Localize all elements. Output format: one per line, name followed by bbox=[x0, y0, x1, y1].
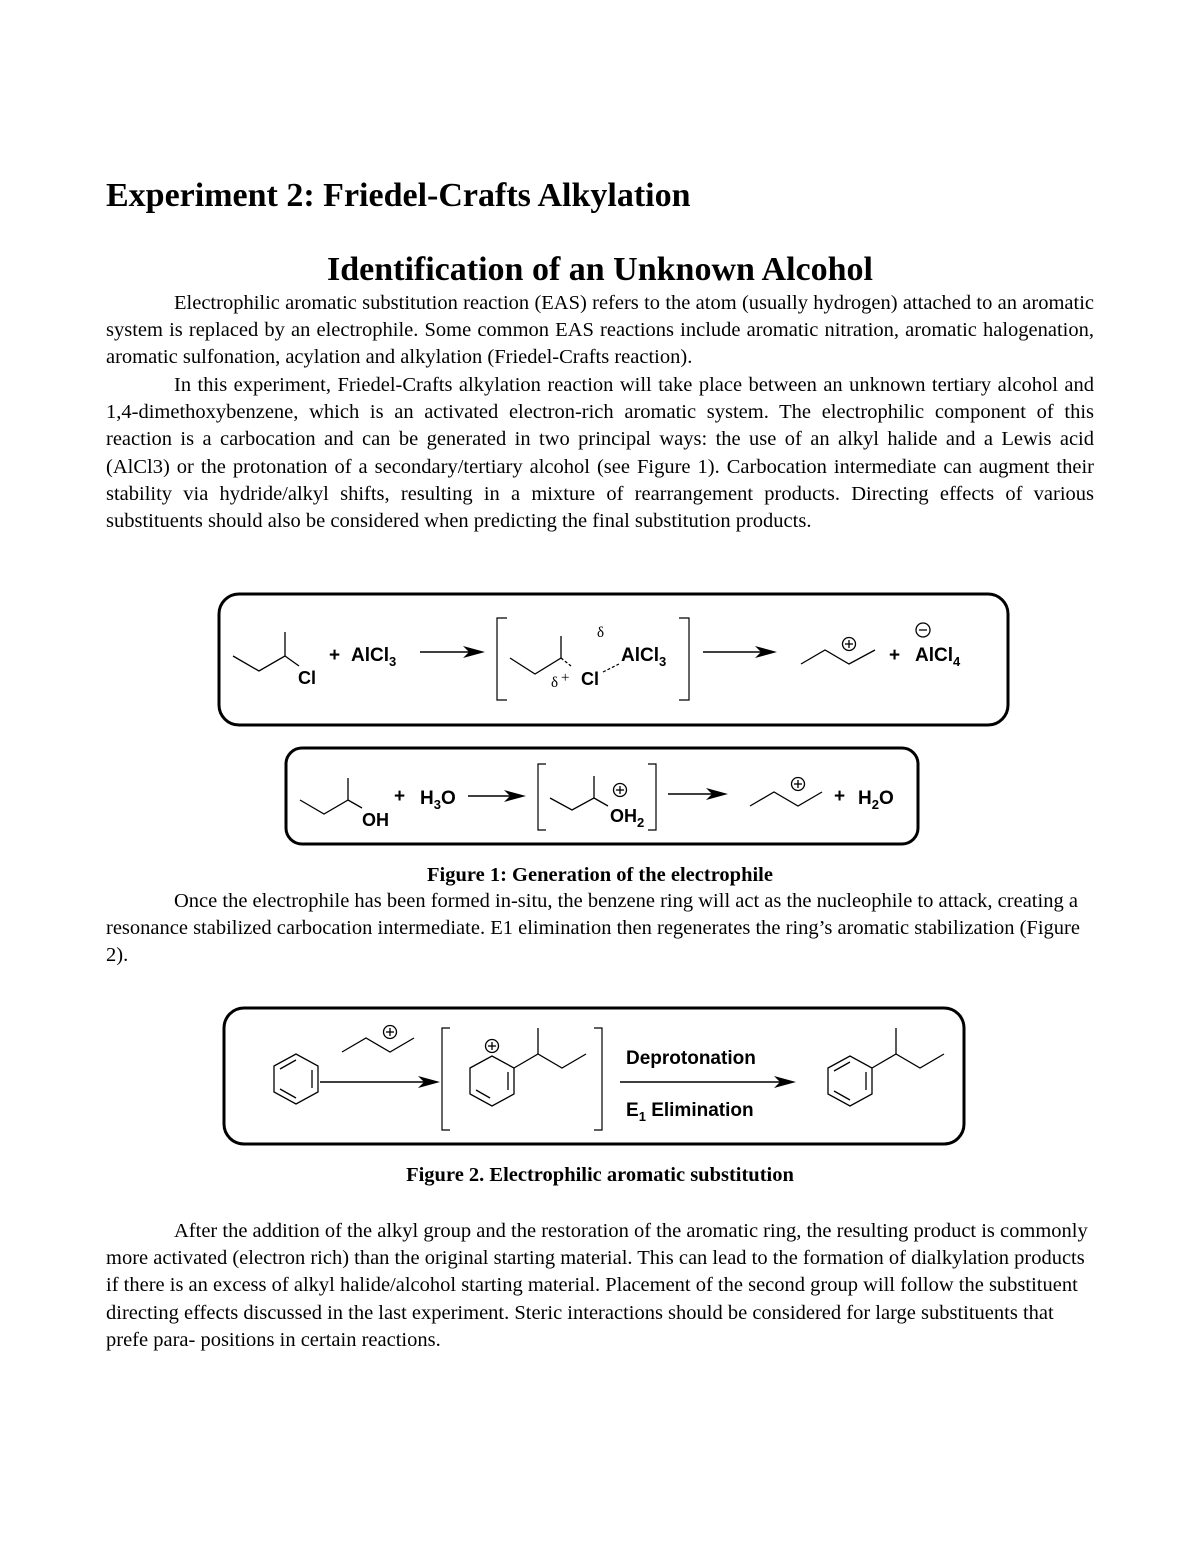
document-subtitle: Identification of an Unknown Alcohol bbox=[327, 251, 873, 288]
delta-plus-label: δ bbox=[551, 675, 559, 691]
alcl3-label: AlCl bbox=[351, 645, 389, 666]
figure1-caption: Figure 1: Generation of the electrophile bbox=[427, 864, 773, 886]
figure1-panel-a bbox=[217, 592, 1010, 727]
dialkylation-paragraph: After the addition of the alkyl group and the restoration of the aromatic ring, the resulting product is commonly more activated (electron rich) than the original starting material. This can lead to the formation of dialkylation products if there is an excess of alkyl halide/alcohol starting material. Placement of the second group will follow the substituent directing effects discussed in the last experiment. Steric interactions should be considered for large substituents that prefe para- positions in certain reactions. bbox=[106, 1220, 1088, 1351]
e1-elimination-label: $E_1$ Elimination bbox=[626, 1100, 754, 1124]
figure1-alkyl-halide-scheme bbox=[217, 592, 1010, 727]
mechanism-paragraph: Once the electrophile has been formed in-situ, the benzene ring will act as the nucleophile to attack, creating a resonance stabilized carbocation intermediate. E1 elimination then regenerates the ring’s aromatic stabilization (Figure 2). bbox=[106, 890, 1080, 967]
deprotonation-label: Deprotonation bbox=[626, 1048, 756, 1069]
hydronium-label: H bbox=[420, 788, 434, 809]
oxonium-label: OH bbox=[610, 806, 637, 826]
hydroxyl-label: OH bbox=[362, 810, 389, 830]
svg-text:+: + bbox=[834, 786, 846, 807]
svg-text:+: + bbox=[561, 670, 570, 686]
figure2-eas-scheme bbox=[222, 1006, 966, 1146]
svg-text:Cl: Cl bbox=[581, 669, 599, 689]
figure1-panel-b bbox=[284, 746, 920, 846]
intro-paragraph: Electrophilic aromatic substitution reaction (EAS) refers to the atom (usually hydrogen) attached to an aromatic system is replaced by an electrophile. Some common EAS reactions include aromatic nitration, aromatic halogenation, aromatic sulfonation, acylation and alkylation (Friedel-Crafts reaction). bbox=[106, 292, 1094, 369]
delta-minus-label: δ bbox=[597, 625, 605, 641]
document-title: Experiment 2: Friedel-Crafts Alkylation bbox=[106, 177, 691, 214]
svg-text:+: + bbox=[394, 786, 406, 807]
svg-text:+: + bbox=[889, 645, 901, 666]
plus-sign: + bbox=[329, 645, 341, 666]
figure2-caption: Figure 2. Electrophilic aromatic substitution bbox=[406, 1164, 794, 1186]
water-label: H bbox=[858, 788, 872, 809]
chlorine-label: Cl bbox=[298, 668, 316, 688]
svg-text:AlCl3: AlCl$_3$ bbox=[351, 645, 397, 669]
svg-text:AlCl4: AlCl$_4$ bbox=[915, 645, 961, 669]
figure2-panel bbox=[222, 1006, 966, 1146]
svg-text:OH2: $OH_2$ bbox=[610, 806, 645, 830]
experiment-paragraph: In this experiment, Friedel-Crafts alkylation reaction will take place between an unknown tertiary alcohol and 1,4-dimethoxybenzene, which is an activated electron-rich aromatic system. The electrophilic component of this reaction is a carbocation and can be generated in two principal ways: the use of an alkyl halide and a Lewis acid (AlCl3) or the protonation of a secondary/tertiary alcohol (see Figure 1). Carbocation intermediate can augment their stability via hydride/alkyl shifts, resulting in a mixture of rearrangement products. Directing effects of various substituents should also be considered when predicting the final substitution products. bbox=[106, 374, 1094, 533]
svg-text:H2O: $H_2O$ bbox=[858, 788, 894, 812]
alcl4-label: AlCl bbox=[915, 645, 953, 666]
svg-text:H3O: $H_3O$ bbox=[420, 788, 456, 812]
figure1-alcohol-scheme bbox=[284, 746, 920, 846]
svg-text:AlCl3: AlCl$_3$ bbox=[621, 645, 667, 669]
